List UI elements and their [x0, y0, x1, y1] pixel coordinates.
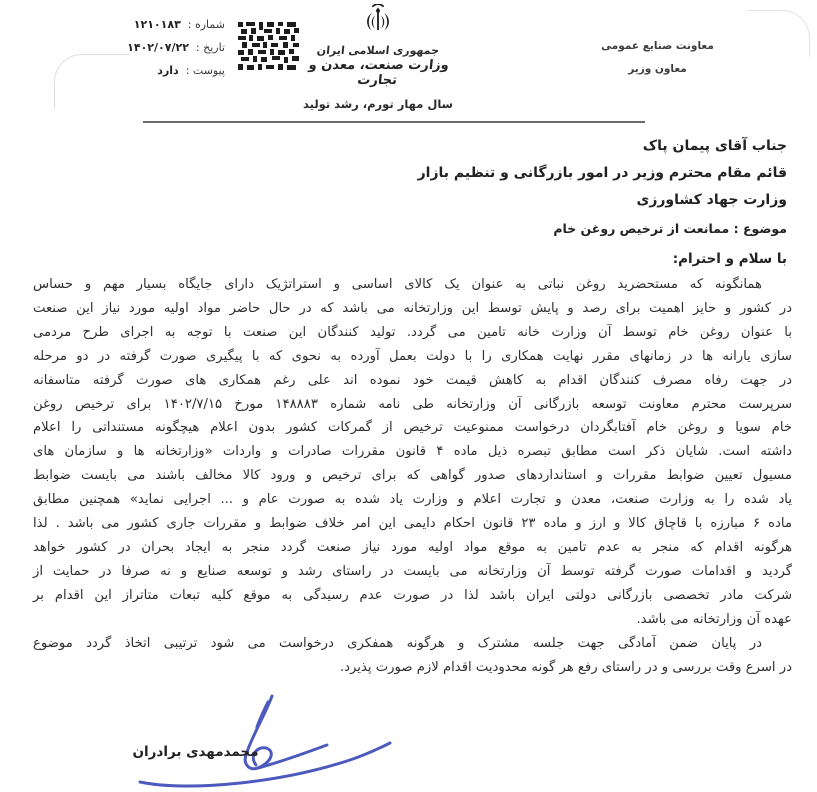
body-line: با عنوان روغن خام توسط آن وزارت خانه تامین می گردد. تولید کنندگان این صنعت با توجه به اجرای طرح مردمی	[33, 324, 792, 340]
body-line: گردید و اقدامات صورت گرفته توسط آن وزارتخانه می بایست در راستای رشد و توسعه صنایع و نه صرفا در حمایت از	[33, 563, 792, 579]
header-divider	[143, 121, 645, 123]
body-line: سازی یارانه ها در زمانهای مقرر نهایت همکاری را با دولت بعمل آورده به نحوی که با پیگیری صورت گرفته در دو مرحله	[33, 348, 792, 364]
body-line: در اسرع وقت بررسی و در راستای رفع هر گونه محدودیت اقدام لازم صورت پذیرد.	[339, 659, 792, 675]
body-line: سرپرست محترم معاونت توسعه بازرگانی آن وزارتخانه طی نامه شماره ۱۴۸۸۸۳ مورخ ۱۴۰۲/۷/۱۵ برای ترخیص روغن	[33, 396, 792, 412]
recipient-name: جناب آقای پیمان پاک	[642, 138, 787, 154]
body-line: خام سویا و روغن خام آفتابگردان درخواست ممنوعیت ترخیص از گمرکات کشور بدون اعلام هیچگونه مستنداتی را اعلام	[33, 420, 792, 436]
letterhead-country: جمهوری اسلامی ایران	[316, 44, 440, 57]
department-subtitle: معاون وزیر	[628, 63, 687, 75]
body-line: همانگونه که مستحضرید روغن نباتی به عنوان یک کالای اساسی و استراتژیک دارای جایگاه بسیار مهم و حساس	[33, 277, 762, 292]
body-line: شرکت مادر تخصصی بازرگانی دولتی ایران باشد لذا در صورت عدم رسیدگی به موقع کلیه تبعات متاتراز این اقدام بر	[33, 587, 792, 603]
number-value: ۱۲۱۰۱۸۳	[133, 18, 181, 31]
meta-number-row	[80, 18, 225, 31]
attachment-value: دارد	[157, 64, 179, 77]
letter-body	[33, 273, 792, 679]
recipient-title: قائم مقام محترم وزیر در امور بازرگانی و تنظیم بازار	[417, 165, 787, 181]
iran-national-emblem-icon	[360, 4, 396, 38]
salutation: با سلام و احترام:	[672, 251, 787, 267]
meta-date-row	[80, 41, 225, 54]
number-label: شماره :	[187, 18, 225, 31]
handwritten-signature-icon	[118, 688, 410, 792]
letterhead-ministry: وزارت صنعت، معدن و تجارت	[307, 58, 450, 88]
frame-corner-top-right	[747, 10, 810, 57]
letter-meta-block	[80, 18, 225, 87]
body-line: داشته است. شایان ذکر است مطابق تبصره ذیل ماده ۴ قانون مقررات صادرات و واردات «وزارتخانه ها و سازمان های	[33, 444, 792, 460]
body-line: عهده آن وزارتخانه می باشد.	[636, 611, 792, 627]
subject-line: موضوع : ممانعت از ترخیص روغن خام	[553, 221, 787, 236]
recipient-organization: وزارت جهاد کشاورزی	[636, 192, 787, 208]
body-line: در کشور و حایز اهمیت برای رصد و پایش توسط این وزارتخانه می باشد که در حال حاضر مواد اولیه مورد نیاز این صنعت	[33, 300, 792, 316]
date-value: ۱۴۰۲/۰۷/۲۲	[127, 41, 189, 54]
letterhead-center	[287, 4, 469, 111]
department-title: معاونت صنایع عمومی	[601, 40, 714, 52]
department-block	[580, 40, 735, 75]
body-line: مسیول تعیین ضوابط مقررات و استانداردهای صدور گواهی که برای ترخیص و ورود کالا مخالف باشند می بایست ضوابط	[33, 468, 792, 484]
body-line: یاد شده را به وزارت صنعت، معدن و تجارت اعلام و وزارت یاد شده به صورت عام و ... اجرایی نماید» همچنین مطابق	[33, 492, 792, 508]
signatory-name: محمدمهدی برادران	[132, 744, 259, 760]
meta-attachment-row	[80, 64, 225, 77]
body-line: در پایان ضمن آمادگی جهت جلسه مشترک و هرگونه همفکری درخواست می شود ترتیبی اتخاذ گردد موضوع	[33, 635, 762, 651]
body-line: ماده ۶ مبارزه با قاچاق کالا و ارز و ماده ۲۳ قانون احکام دایمی این امر خلاف ضوابط و مقررات جاری کشور می باشد . لذا	[33, 516, 793, 532]
recipient-block	[418, 133, 787, 214]
body-line: هرگونه اقدام که منجر به عدم تامین به موقع مواد اولیه مورد نیاز صنعت گردد منجر به ایجاد بحران در کشور خواهد	[33, 539, 792, 555]
letterhead-slogan: سال مهار تورم، رشد تولید	[303, 97, 453, 111]
body-line: در جهت رفاه مصرف کنندگان اقدام به کاهش قیمت خود نموده اند علی رغم همکاری های صورت گرفته متاسفانه	[33, 372, 792, 388]
attachment-label: پیوست :	[185, 64, 225, 77]
date-label: تاریخ :	[195, 41, 225, 54]
